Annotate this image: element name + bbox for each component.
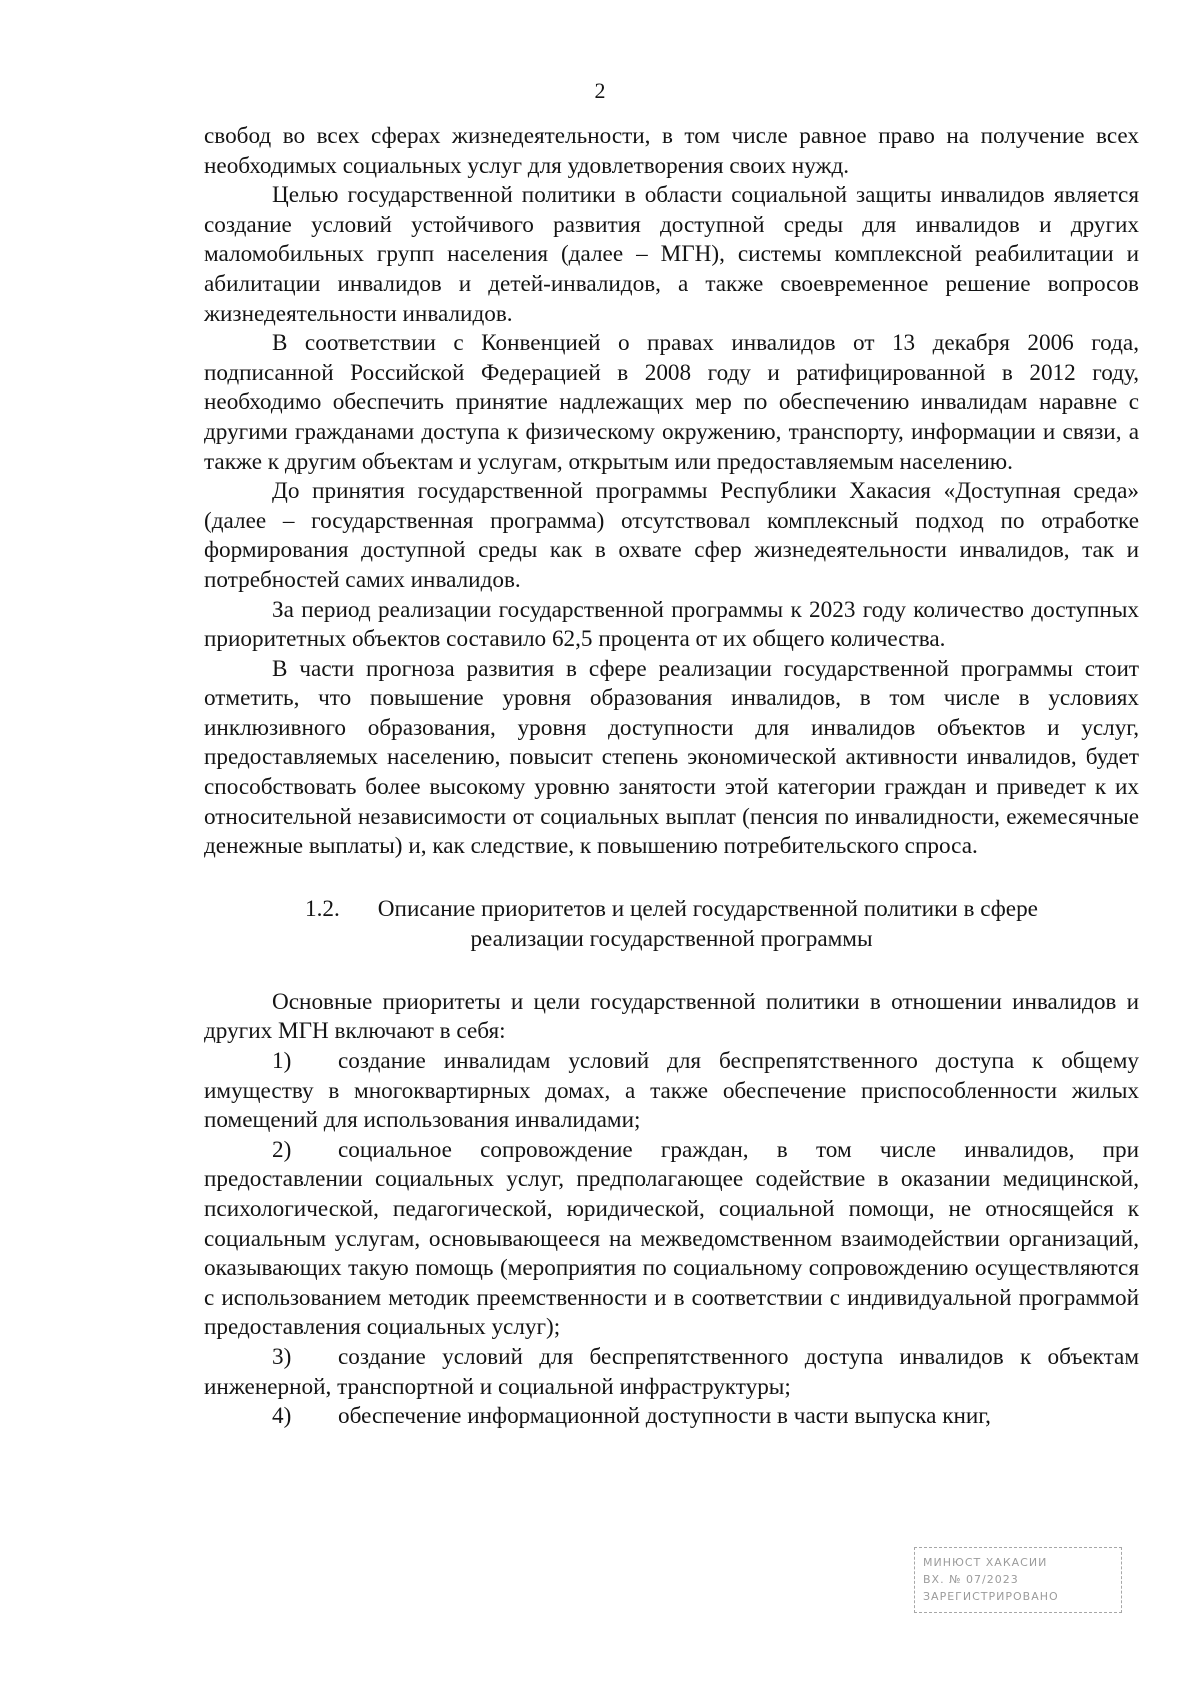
list-item-text: обеспечение информационной доступности в части выпуска книг, <box>338 1403 991 1430</box>
paragraph-convention: В соответствии с Конвенцией о правах инвалидов от 13 декабря 2006 года, подписанной Российской Федерацией в 2008 году и ратифицированной в 2012 году, необходимо обеспечить принятие надлежащих мер по обеспечению инвалидам наравне с другими гражданами доступа к физическому окружению, транспорту, информации и связи, а также к другим объектам и услугам, открытым или предоставляемым населению. <box>204 330 1139 475</box>
page-number: 2 <box>594 78 606 103</box>
list-item <box>204 1402 1139 1432</box>
paragraph-priorities-intro: Основные приоритеты и цели государственной политики в отношении инвалидов и других МГН включают в себя: <box>204 988 1139 1045</box>
section-heading-line1 <box>204 894 1139 924</box>
list-item <box>204 1047 1139 1136</box>
document-body <box>204 122 1139 1432</box>
list-item-text: создание инвалидам условий для беспрепятственного доступа к общему имуществу в многоквартирных домах, а также обеспечение приспособленности жилых помещений для использования инвалидами; <box>204 1048 1139 1134</box>
section-heading <box>204 894 1139 954</box>
list-item-number: 2) <box>272 1136 292 1163</box>
stamp-line: МИНЮСТ ХАКАСИИ <box>923 1556 1048 1569</box>
list-item-number: 1) <box>272 1048 292 1075</box>
paragraph-program-history: До принятия государственной программы Республики Хакасия «Доступная среда» (далее – государственная программа) отсутствовал комплексный подход по отработке формирования доступной среды как в охвате сфер жизнедеятельности инвалидов, так и потребностей самих инвалидов. <box>204 478 1139 593</box>
paragraph-continuation: свобод во всех сферах жизнедеятельности, в том числе равное право на получение всех необходимых социальных услуг для удовлетворения своих нужд. <box>204 123 1139 179</box>
list-item-text: создание условий для беспрепятственного доступа инвалидов к объектам инженерной, транспортной и социальной инфраструктуры; <box>204 1343 1139 1400</box>
list-item-number: 4) <box>272 1403 292 1430</box>
stamp-line: ЗАРЕГИСТРИРОВАНО <box>923 1590 1059 1603</box>
list-item-number: 3) <box>272 1343 292 1370</box>
section-number: 1.2. <box>305 895 340 922</box>
paragraph-results: За период реализации государственной программы к 2023 году количество доступных приоритетных объектов составило 62,5 процента от их общего количества. <box>204 596 1139 653</box>
list-item <box>204 1343 1139 1402</box>
paragraph-forecast: В части прогноза развития в сфере реализации государственной программы стоит отметить, что повышение уровня образования инвалидов, в том числе в условиях инклюзивного образования, уровня доступности для инвалидов объектов и услуг, предоставляемых населению, повысит степень экономической активности инвалидов, будет способствовать более высокому уровню занятости этой категории граждан и приведет к их относительной независимости от социальных выплат (пенсия по инвалидности, ежемесячные денежные выплаты) и, как следствие, к повышению потребительского спроса. <box>204 655 1139 860</box>
stamp-line: ВХ. № 07/2023 <box>923 1573 1019 1586</box>
list-item-text: социальное сопровождение граждан, в том числе инвалидов, при предоставлении социальных услуг, предполагающее содействие в оказании медицинской, психологической, педагогической, юридической, социальной помощи, не относящейся к социальным услугам, основывающееся на межведомственном взаимодействии организаций, оказывающих такую помощь (мероприятия по социальному сопровождению осуществляются с использованием методик преемственности и в соответствии с индивидуальной программой предоставления социальных услуг); <box>204 1136 1139 1341</box>
section-title-part2: реализации государственной программы <box>470 925 873 952</box>
registration-stamp <box>914 1547 1122 1613</box>
paragraph-policy-goal: Целью государственной политики в области социальной защиты инвалидов является создание условий устойчивого развития доступной среды для инвалидов и других маломобильных групп населения (далее – МГН), системы комплексной реабилитации и абилитации инвалидов и детей-инвалидов, а также своевременное решение вопросов жизнедеятельности инвалидов. <box>204 182 1139 327</box>
section-title-part1: Описание приоритетов и целей государственной политики в сфере <box>377 895 1038 922</box>
list-item <box>204 1136 1139 1343</box>
